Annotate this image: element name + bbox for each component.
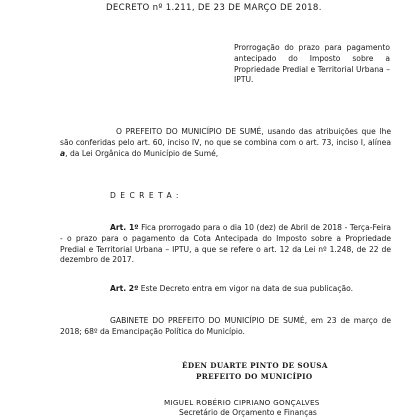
mayor-name: ÉDEN DUARTE PINTO DE SOUSA	[182, 361, 328, 370]
article-2-label: Art. 2º	[110, 284, 139, 293]
decree-title: DECRETO nº 1.211, DE 23 DE MARÇO DE 2018.	[106, 3, 322, 13]
article-2	[60, 284, 391, 295]
article-1-text: Fica prorrogado para o dia 10 (dez) de Abril de 2018 - Terça-Feira - o prazo para o pagamento da Cota Antecipada do Imposto sobre a Propriedade Predial e Territorial Urbana – IPTU, a que se refere o art. 12 da Lei nº 1.248, de 22 de dezembro de 2017.	[60, 223, 391, 265]
decree-summary: Prorrogação do prazo para pagamento antecipado do Imposto sobre a Propriedade Predial e Territorial Urbana – IPTU.	[234, 43, 390, 85]
article-1-label: Art. 1º	[110, 223, 139, 232]
preamble-paragraph	[60, 127, 391, 159]
closing-paragraph: GABINETE DO PREFEITO DO MUNICÍPIO DE SUMÉ, em 23 de março de 2018; 68º da Emancipação Política do Município.	[60, 316, 391, 336]
decreta-heading: DECRETA:	[110, 191, 183, 200]
secretary-title: Secretário de Orçamento e Finanças	[179, 408, 317, 417]
preamble-alinea: a	[60, 148, 66, 158]
article-2-text: Este Decreto entra em vigor na data de sua publicação.	[138, 284, 354, 293]
secretary-name: MIGUEL ROBÉRIO CIPRIANO GONÇALVES	[164, 398, 320, 407]
article-1	[60, 223, 391, 266]
preamble-text-end: , da Lei Orgânica do Município de Sumé,	[65, 148, 219, 158]
preamble-text-start: O PREFEITO DO MUNICÍPIO DE SUMÉ, usando das atribuições que lhe são conferidas pelo art. 60, inciso IV, no que se combina com o art. 73, inciso I, alínea	[60, 127, 391, 147]
mayor-title: PREFEITO DO MUNICÍPIO	[196, 372, 313, 381]
